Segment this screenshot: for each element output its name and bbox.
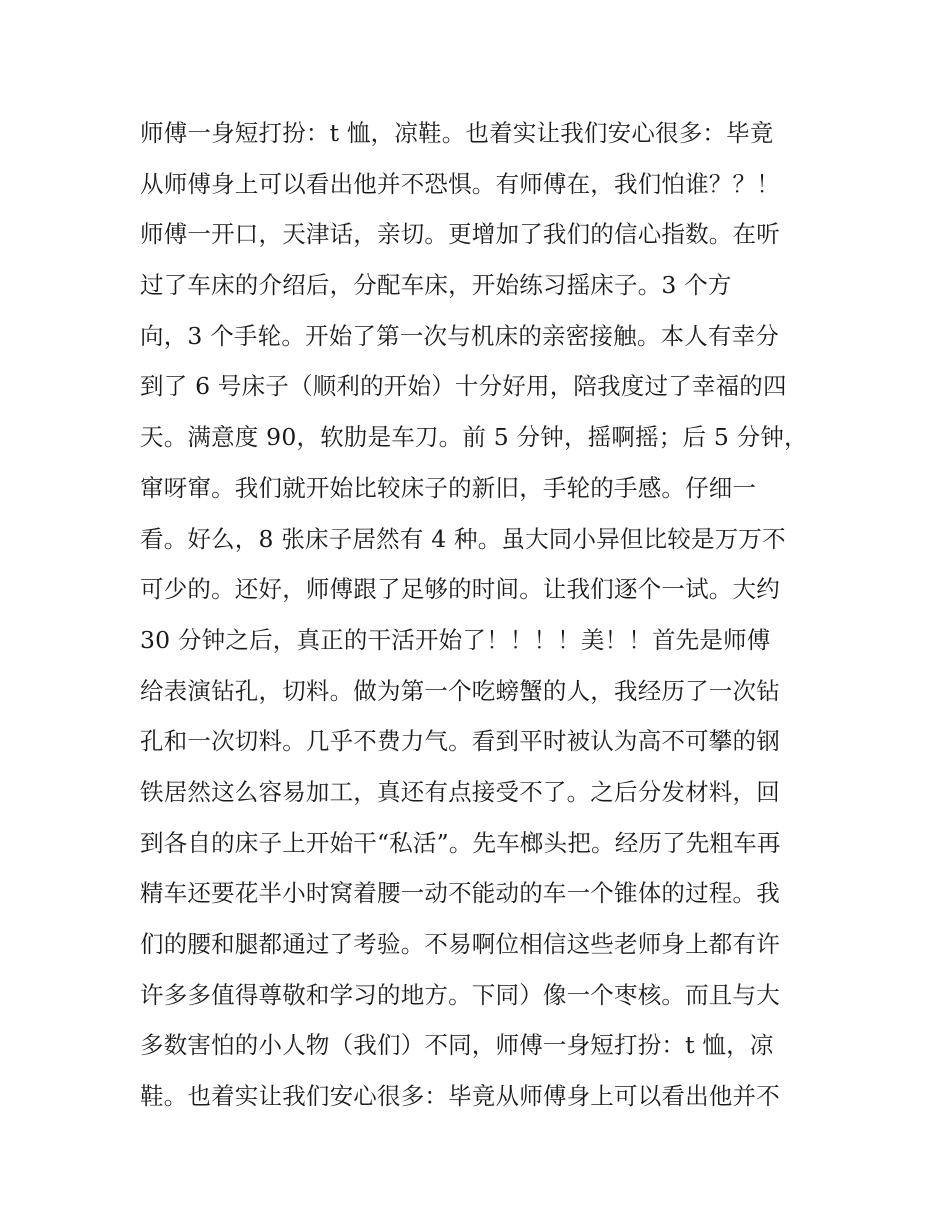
text-line: 铁居然这么容易加工，真还有点接受不了。之后分发材料，回 — [140, 777, 780, 806]
text-line: 许多多值得尊敬和学习的地方。下同）像一个枣核。而且与大 — [140, 980, 780, 1009]
text-line: 给表演钻孔，切料。做为第一个吃螃蟹的人，我经历了一次钻 — [140, 676, 780, 705]
text-line: 看。好么，8 张床子居然有 4 种。虽大同小异但比较是万万不 — [140, 524, 786, 553]
text-line: 师傅一身短打扮：t 恤，凉鞋。也着实让我们安心很多：毕竟 — [140, 119, 774, 147]
text-line: 们的腰和腿都通过了考验。不易啊位相信这些老师身上都有许 — [140, 930, 780, 958]
text-line: 师傅一开口，天津话，亲切。更增加了我们的信心指数。在听 — [140, 220, 780, 249]
text-line: 到了 6 号床子（顺利的开始）十分好用，陪我度过了幸福的四 — [140, 372, 787, 401]
text-line: 30 分钟之后，真正的干活开始了！！！！美！！首先是师傅 — [140, 625, 771, 654]
text-line: 从师傅身上可以看出他并不恐惧。有师傅在，我们怕谁？？！ — [140, 169, 780, 198]
text-line: 过了车床的介绍后，分配车床，开始练习摇床子。3 个方 — [140, 271, 732, 300]
text-line: 窜呀窜。我们就开始比较床子的新旧，手轮的手感。仔细一 — [140, 473, 757, 502]
body-text — [140, 108, 830, 1122]
text-line: 多数害怕的小人物（我们）不同，师傅一身短打扮：t 恤，凉 — [140, 1031, 774, 1060]
text-line: 到各自的床子上开始干“私活”。先车榔头把。经历了先粗车再 — [140, 828, 781, 857]
text-line: 精车还要花半小时窝着腰一动不能动的车一个锥体的过程。我 — [140, 879, 780, 908]
text-line: 可少的。还好，师傅跟了足够的时间。让我们逐个一试。大约 — [140, 575, 780, 604]
text-line: 向，3 个手轮。开始了第一次与机床的亲密接触。本人有幸分 — [140, 321, 780, 350]
text-line: 孔和一次切料。几乎不费力气。看到平时被认为高不可攀的钢 — [140, 727, 780, 756]
text-line: 鞋。也着实让我们安心很多：毕竟从师傅身上可以看出他并不 — [140, 1082, 780, 1111]
text-line: 天。满意度 90，软肋是车刀。前 5 分钟，摇啊摇；后 5 分钟， — [140, 423, 808, 452]
